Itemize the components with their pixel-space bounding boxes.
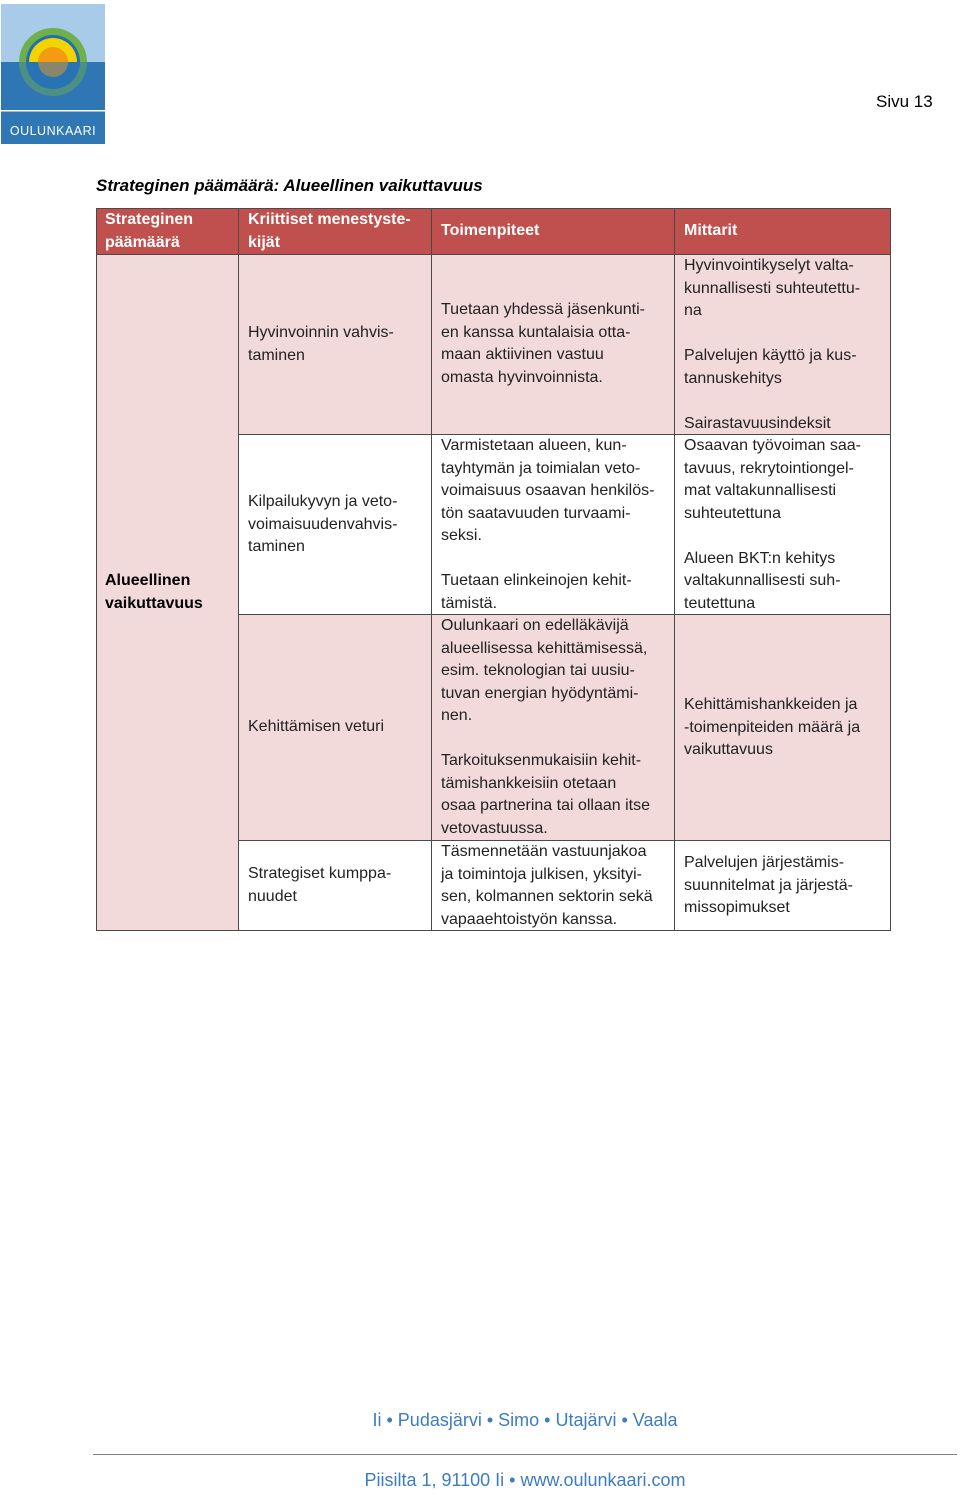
footer-municipalities: Ii • Pudasjärvi • Simo • Utajärvi • Vaala [372,1410,678,1430]
footer-address: Piisilta 1, 91100 Ii • www.oulunkaari.com [364,1470,686,1490]
footer-divider [93,1454,957,1455]
metric-text-4: Palvelujen järjestämis- suunnitelmat ja järjestä- missopimukset [684,854,853,916]
page-number: Sivu 13 [876,92,933,111]
section-title: Strateginen päämäärä: Alueellinen vaikuttavuus [96,176,483,195]
metric-text-2: Osaavan työvoiman saa- tavuus, rekrytointiongel- mat valtakunnallisesti suhteutettuna Alueen BKT:n kehitys valtakunnallisesti suh- teutettuna [684,437,861,612]
metric-text-3: Kehittämishankkeiden ja -toimenpiteiden määrä ja vaikuttavuus [684,696,861,758]
action-text-2: Varmistetaan alueen, kun- tayhtymän ja toimialan veto- voimaisuus osaavan henkilös- tön saatavuuden turvaami- seksi. Tuetaan elinkeinojen kehit- tämistä. [441,437,655,612]
header-actions-label: Toimenpiteet [441,222,540,239]
goal-label: Alueellinen vaikuttavuus [105,572,203,612]
action-text-1: Tuetaan yhdessä jäsenkunti- en kanssa kuntalaisia otta- maan aktiivinen vastuu omasta hyvinvoinnista. [441,301,645,386]
action-text-4: Täsmennetään vastuunjakoa ja toimintoja julkisen, yksityi- sen, kolmannen sektorin sekä vapaaehtoistyön kanssa. [441,843,653,928]
header-factors-label: Kriittiset menestyste- kijät [248,211,411,251]
factor-label-3: Kehittämisen veturi [248,718,385,735]
logo-wordmark: OULUNKAARI [9,124,97,138]
header-metrics-label: Mittarit [684,222,738,239]
metric-text-1: Hyvinvointikyselyt valta- kunnallisesti suhteutettu- na Palvelujen käyttö ja kus- tannuskehitys Sairastavuusindeksit [684,257,861,432]
action-text-3: Oulunkaari on edelläkävijä alueellisessa kehittämisessä, esim. teknologian tai uusiu- tuvan energian hyödyntämi- nen. Tarkoituksenmukaisiin kehit- tämishankkeisiin otetaan osaa partnerina tai ollaan itse vetovastuussa. [441,617,651,837]
factor-label-4: Strategiset kumppa- nuudet [248,865,392,905]
factor-label-2: Kilpailukyvyn ja veto- voimaisuudenvahvis- taminen [248,493,398,555]
factor-label-1: Hyvinvoinnin vahvis- taminen [248,324,394,364]
header-goal-label: Strateginen päämäärä [105,211,194,251]
